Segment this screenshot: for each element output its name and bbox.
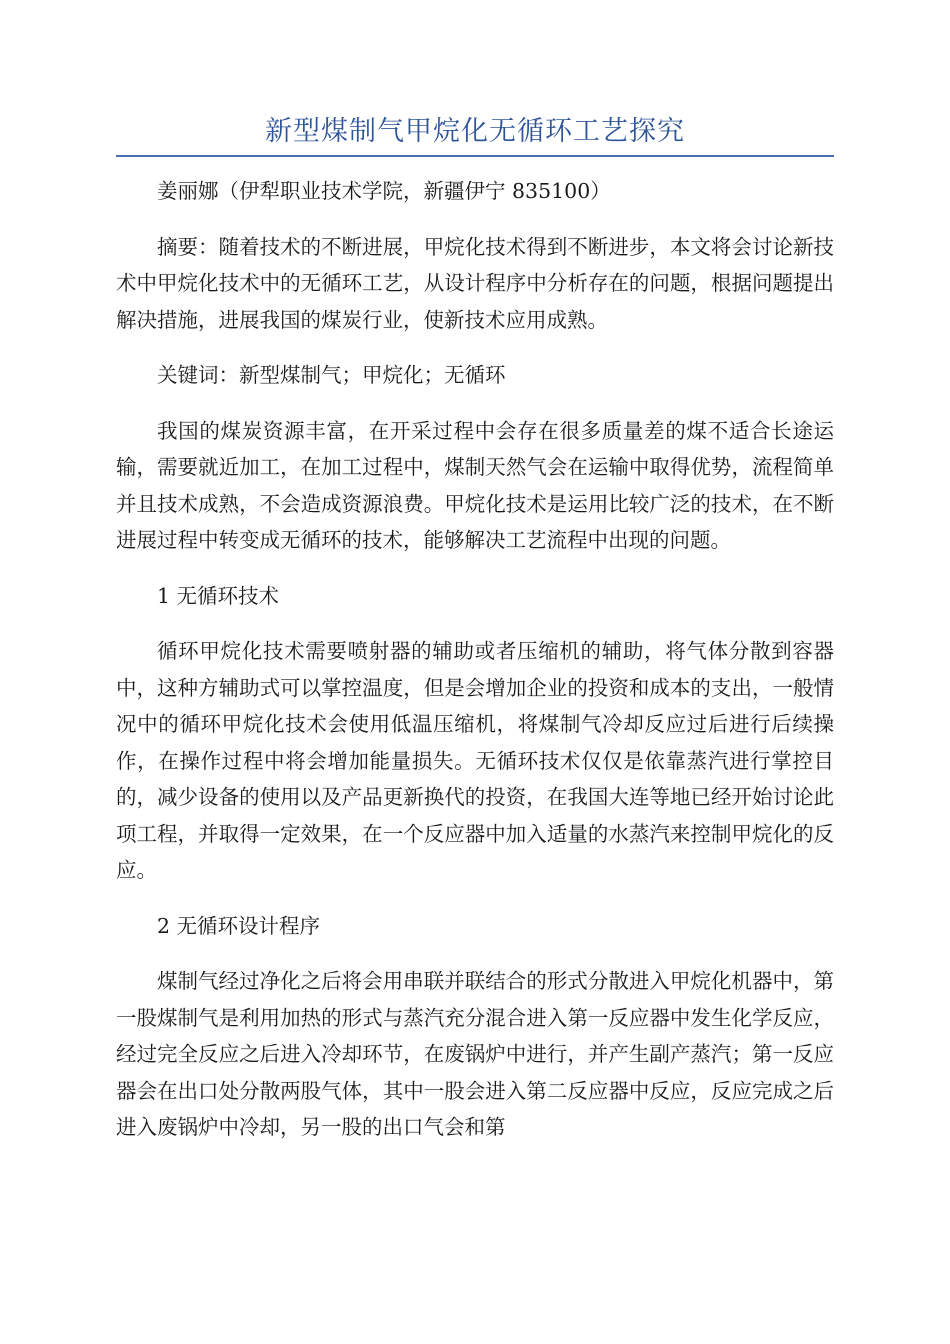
section2-paragraph: 煤制气经过净化之后将会用串联并联结合的形式分散进入甲烷化机器中，第一股煤制气是利用加热的形式与蒸汽充分混合进入第一反应器中发生化学反应，经过完全反应之后进入冷却环节，在废锅炉中进行，并产生副产蒸汽；第一反应器会在出口处分散两股气体，其中一股会进入第二反应器中反应，反应完成之后进入废锅炉中冷却，另一股的出口气会和第 — [116, 969, 834, 1139]
author-line: 姜丽娜（伊犁职业技术学院，新疆伊宁 835100） — [157, 179, 611, 203]
intro-paragraph: 我国的煤炭资源丰富，在开采过程中会存在很多质量差的煤不适合长途运输，需要就近加工，在加工过程中，煤制天然气会在运输中取得优势，流程简单并且技术成熟，不会造成资源浪费。甲烷化技术是运用比较广泛的技术，在不断进展过程中转变成无循环的技术，能够解决工艺流程中出现的问题。 — [116, 418, 834, 552]
abstract-paragraph: 摘要：随着技术的不断进展，甲烷化技术得到不断进步，本文将会讨论新技术中甲烷化技术中的无循环工艺，从设计程序中分析存在的问题，根据问题提出解决措施，进展我国的煤炭行业，使新技术应用成熟。 — [116, 234, 834, 332]
title-underline — [116, 155, 834, 157]
document-body — [116, 173, 834, 1146]
section1-heading: 1 无循环技术 — [157, 583, 280, 608]
section1-paragraph: 循环甲烷化技术需要喷射器的辅助或者压缩机的辅助，将气体分散到容器中，这种方辅助式可以掌控温度，但是会增加企业的投资和成本的支出，一般情况中的循环甲烷化技术会使用低温压缩机，将煤制气冷却反应过后进行后续操作，在操作过程中将会增加能量损失。无循环技术仅仅是依靠蒸汽进行掌控目的，减少设备的使用以及产品更新换代的投资，在我国大连等地已经开始讨论此项工程，并取得一定效果，在一个反应器中加入适量的水蒸汽来控制甲烷化的反应。 — [116, 639, 834, 882]
document-title: 新型煤制气甲烷化无循环工艺探究 — [265, 116, 685, 147]
section2-heading: 2 无循环设计程序 — [157, 913, 321, 938]
keywords-line: 关键词：新型煤制气；甲烷化；无循环 — [157, 363, 506, 387]
